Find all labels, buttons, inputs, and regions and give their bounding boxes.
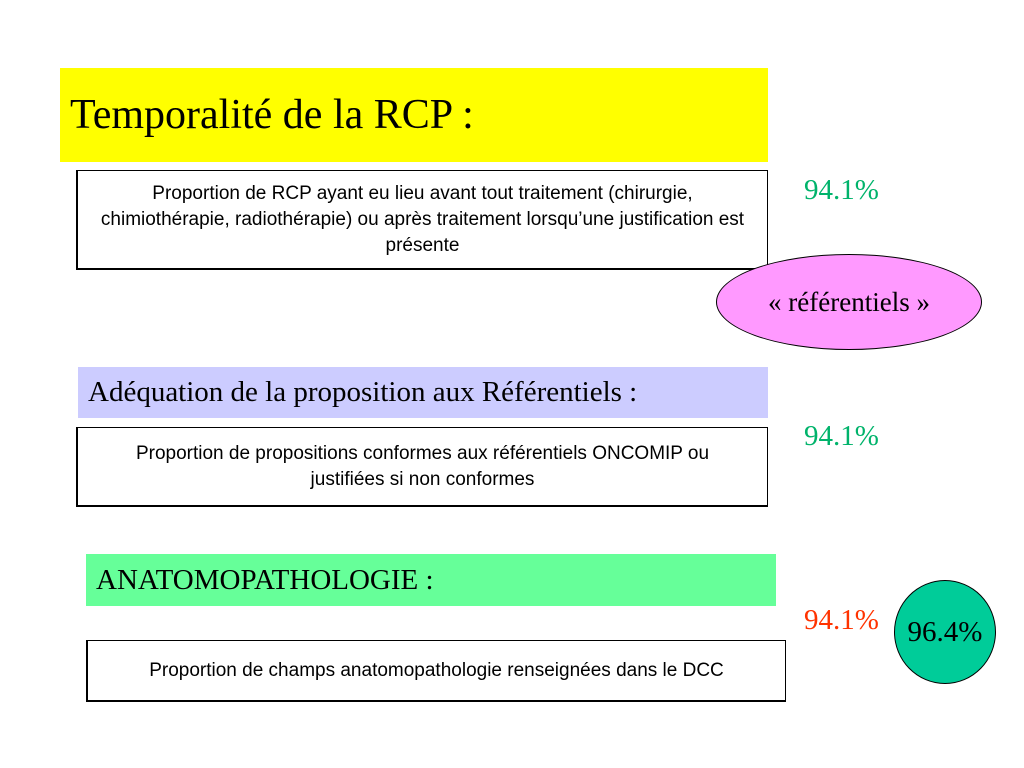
section-heading-anatomopathologie [86,554,776,606]
anatomo-result-circle [894,580,996,684]
section-heading-adequation [78,367,768,418]
indicator-description-adequation [76,427,768,507]
section-heading-text: ANATOMOPATHOLOGIE : [96,563,434,596]
anatomo-result-text: 96.4% [907,615,983,648]
percentage-value-anatomopathologie: 94.1% [804,604,879,636]
indicator-description-temporalite [76,170,768,270]
indicator-description-text: Proportion de champs anatomopathologie renseignées dans le DCC [149,659,724,681]
section-heading-text: Adéquation de la proposition aux Référentiels : [88,376,638,408]
indicator-description-text: Proportion de propositions conformes aux référentiels ONCOMIP ou justifiées si non conformes [135,442,710,490]
indicator-description-text: Proportion de RCP ayant eu lieu avant tout traitement (chirurgie, chimiothérapie, radiothérapie) ou après traitement lorsqu’une justification est présente [100,182,745,256]
percentage-value-temporalite: 94.1% [804,174,879,206]
section-heading-temporalite [60,68,768,162]
referentiels-callout [716,254,982,350]
indicator-description-anatomopathologie [86,640,786,702]
section-heading-text: Temporalité de la RCP : [70,92,474,138]
referentiels-callout-text: « référentiels » [768,286,930,317]
percentage-value-adequation: 94.1% [804,420,879,452]
